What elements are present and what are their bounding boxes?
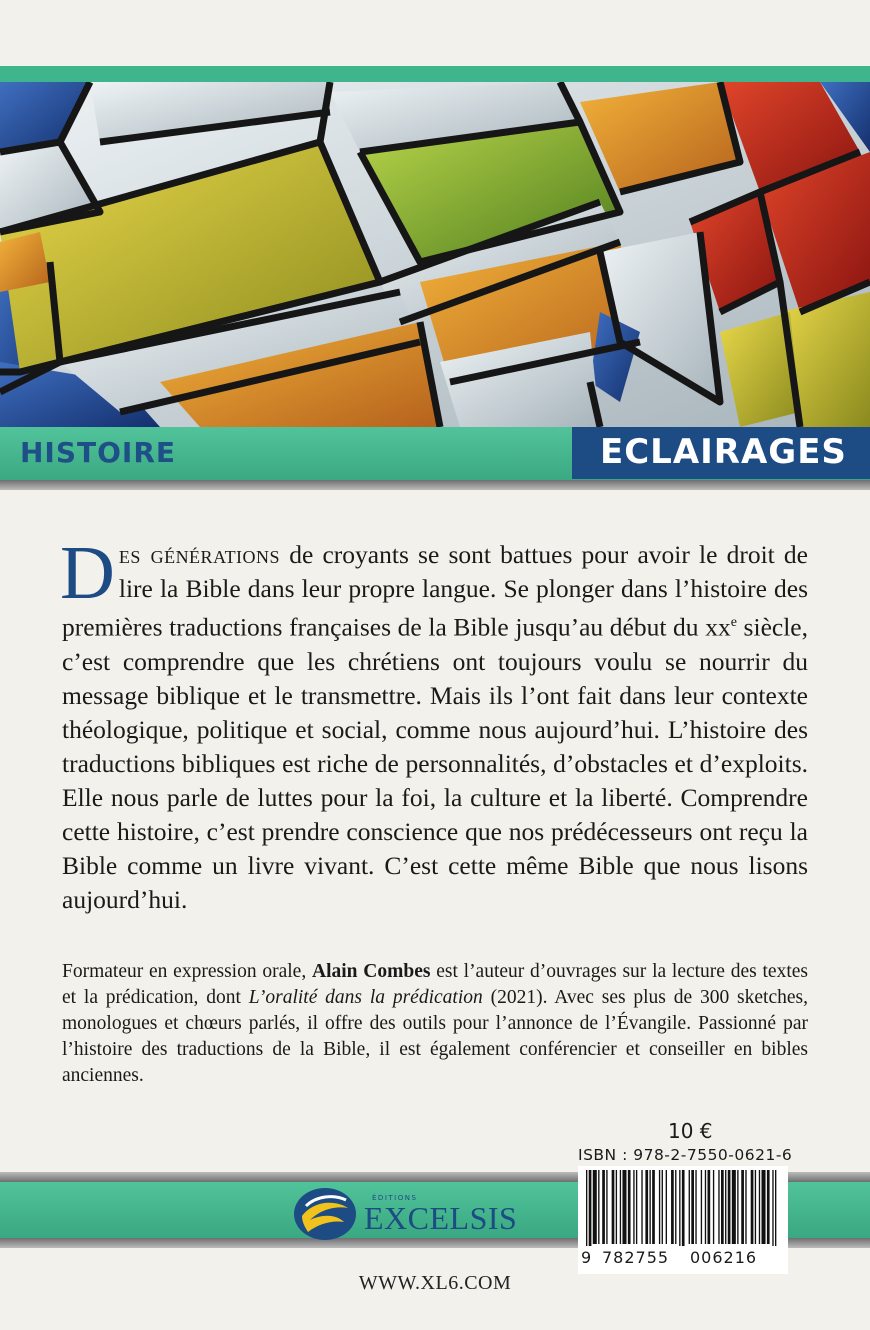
blurb-century: xx bbox=[705, 612, 731, 642]
publisher-logo-icon bbox=[292, 1186, 358, 1242]
barcode-bar bbox=[713, 1170, 714, 1244]
barcode-bar bbox=[659, 1170, 660, 1244]
book-title: L’oralité dans la prédication bbox=[248, 987, 483, 1008]
category-label: HISTOIRE bbox=[20, 436, 177, 469]
publisher-name: EXCELSIS bbox=[364, 1200, 518, 1236]
barcode-bar bbox=[675, 1170, 676, 1244]
barcode-bar bbox=[645, 1170, 648, 1244]
barcode-bar bbox=[641, 1170, 642, 1244]
barcode-bar bbox=[586, 1170, 587, 1246]
barcode-bar bbox=[737, 1170, 738, 1244]
publisher-imprint: ÉDITIONS bbox=[372, 1194, 418, 1202]
barcode-bar bbox=[767, 1170, 770, 1244]
barcode-right-digits: 006216 bbox=[690, 1248, 758, 1267]
barcode-bar bbox=[732, 1170, 736, 1244]
barcode-bar bbox=[593, 1170, 597, 1244]
barcode-bar bbox=[682, 1170, 685, 1246]
barcode-bar bbox=[602, 1170, 605, 1244]
barcode-bar bbox=[620, 1170, 621, 1244]
barcode-bar bbox=[708, 1170, 711, 1244]
publisher-website: WWW.XL6.COM bbox=[358, 1272, 512, 1294]
blurb-century-sup: e bbox=[730, 615, 737, 630]
barcode-bar bbox=[728, 1170, 731, 1244]
barcode-first-digit: 9 bbox=[581, 1248, 592, 1267]
barcode-bar bbox=[612, 1170, 615, 1244]
bio-text-2: est l’auteur d’ouvrages sur la lecture des textes et la prédication, dont bbox=[62, 961, 808, 1008]
barcode-bar bbox=[649, 1170, 650, 1244]
bio-text-1: Formateur en expression orale, bbox=[62, 961, 312, 982]
barcode-bar bbox=[606, 1170, 607, 1244]
barcode-bar bbox=[671, 1170, 674, 1244]
barcode-bar bbox=[705, 1170, 706, 1244]
barcode-bar bbox=[633, 1170, 634, 1244]
author-name: Alain Combes bbox=[311, 961, 431, 982]
barcode-bar bbox=[745, 1170, 746, 1244]
barcode-bar bbox=[725, 1170, 726, 1244]
barcode-left-digits: 782755 bbox=[602, 1248, 670, 1267]
barcode-bar bbox=[666, 1170, 667, 1244]
shadow-divider bbox=[0, 480, 870, 490]
barcode-bar bbox=[652, 1170, 655, 1244]
barcode-bar bbox=[755, 1170, 756, 1244]
blurb-text-2: siècle, c’est comprendre que les chrétiens ont toujours voulu se nourrir du message biblique et le transmettre. Mais ils l’ont fait dans leur contexte théologique, politique et social, comme nous aujourd’hui. L’histoire des traductions bibliques est riche de personnalités, d’obstacles et d’exploits. Elle nous parle de luttes pour la foi, la culture et la liberté. Comprendre cette histoire, c’est prendre conscience que nos prédécesseurs ont reçu la Bible comme un livre vivant. C’est cette même Bible que nous lisons aujourd’hui. bbox=[62, 612, 808, 914]
barcode-bar bbox=[598, 1170, 599, 1244]
blurb-lead-smallcaps: es générations bbox=[118, 540, 281, 569]
isbn: ISBN : 978-2-7550-0621-6 bbox=[578, 1146, 793, 1164]
drop-cap: D bbox=[60, 531, 115, 615]
bio-text-3: (2021). Avec ses plus de 300 sketches, monologues et chœurs parlés, il offre des outils pour l’annonce de l’Évangile. Passionné par l’histoire des traductions de la Bible, il est également conférencier et conseiller en bibles anciennes. bbox=[62, 987, 808, 1086]
barcode-bar bbox=[772, 1170, 773, 1246]
barcode-bar bbox=[695, 1170, 696, 1244]
back-cover-blurb bbox=[60, 531, 808, 917]
blurb-text-1: de croyants se sont battues pour avoir le droit de lire la Bible dans leur propre langue. Se plonger dans l’histoire des premières traductions françaises de la Bible jusqu’au début du bbox=[62, 540, 808, 642]
stained-glass-cover-image bbox=[0, 82, 870, 427]
top-color-band bbox=[0, 66, 870, 82]
barcode-bar bbox=[691, 1170, 694, 1244]
barcode-bar bbox=[775, 1170, 776, 1246]
barcode-bar bbox=[762, 1170, 766, 1244]
barcode-bar bbox=[718, 1170, 719, 1244]
barcode bbox=[584, 1170, 782, 1246]
collection-label: ECLAIRAGES bbox=[600, 432, 847, 472]
author-bio bbox=[62, 959, 808, 1089]
barcode-bar bbox=[751, 1170, 754, 1244]
barcode-bar bbox=[622, 1170, 626, 1244]
barcode-bar bbox=[636, 1170, 637, 1244]
price: 10 € bbox=[668, 1119, 713, 1143]
barcode-bar bbox=[741, 1170, 744, 1244]
barcode-bar bbox=[679, 1170, 680, 1246]
barcode-bar bbox=[662, 1170, 663, 1244]
barcode-bar bbox=[589, 1170, 592, 1246]
barcode-bar bbox=[701, 1170, 702, 1244]
barcode-bar bbox=[689, 1170, 690, 1244]
barcode-bar bbox=[628, 1170, 631, 1244]
barcode-bar bbox=[721, 1170, 724, 1244]
barcode-bar bbox=[759, 1170, 760, 1244]
barcode-bar bbox=[616, 1170, 617, 1244]
